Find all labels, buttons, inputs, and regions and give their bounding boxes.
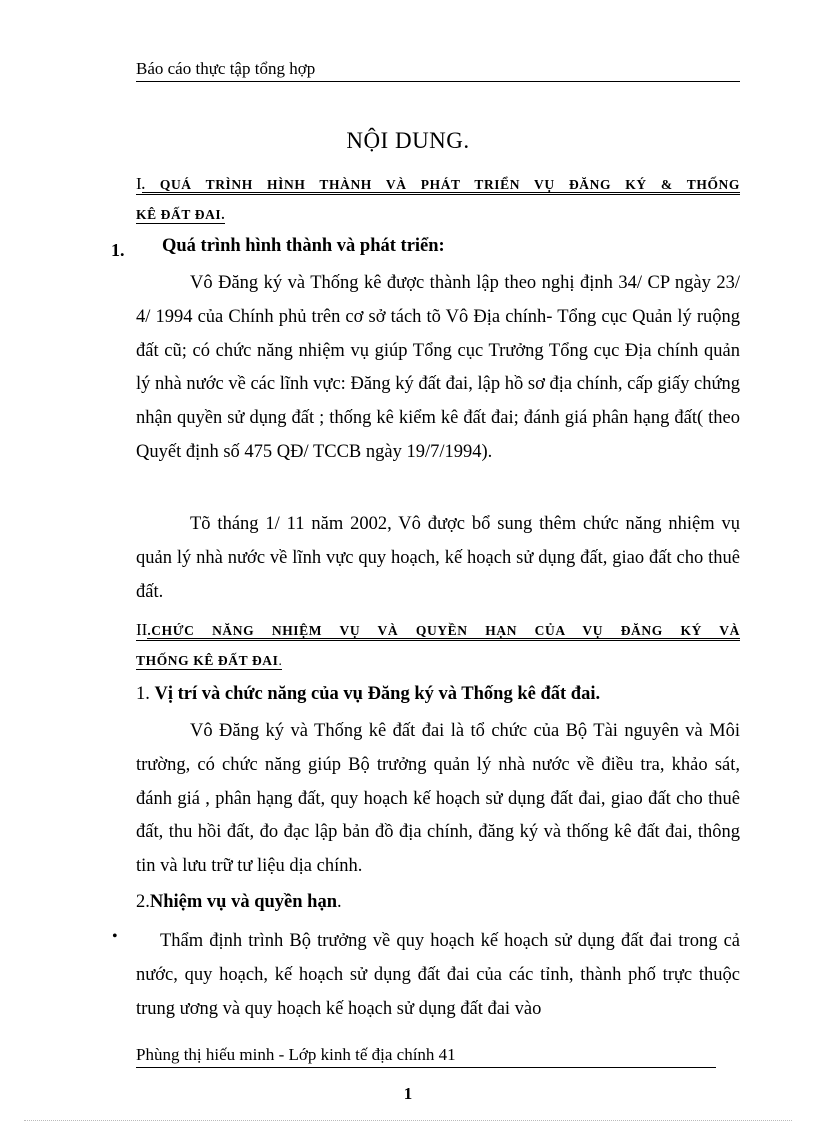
subsection-1-number: 1. <box>111 240 125 260</box>
section-2-line1: .CHỨC NĂNG NHIỆM VỤ VÀ QUYỀN HẠN CỦA VỤ ĐĂNG KÝ VÀ <box>147 623 740 638</box>
subsection-3-heading <box>136 892 342 913</box>
section-1-rule <box>136 194 740 195</box>
running-header: Báo cáo thực tập tổng hợp <box>136 58 740 82</box>
subsection-2-heading <box>136 684 600 705</box>
section-2-numeral: II <box>136 620 148 639</box>
section-1-heading <box>136 174 740 194</box>
page-number: 1 <box>403 1084 413 1103</box>
section-1-line1: . QUÁ TRÌNH HÌNH THÀNH VÀ PHÁT TRIỂN VỤ ĐĂNG KÝ & THỐNG <box>141 177 740 192</box>
section-2-rule <box>136 640 740 641</box>
section-2-line2-tail: . <box>278 653 283 668</box>
section-2-heading <box>136 620 740 640</box>
subsection-3-title: Nhiệm vụ và quyền hạn <box>149 892 337 912</box>
paragraph-3: Vô Đăng ký và Thống kê đất đai là tổ chức của Bộ Tài nguyên và Môi trường, có chức năng giúp Bộ trưởng quản lý nhà nước về điều tra, khảo sát, đánh giá , phân hạng đất, quy hoạch kế hoạch sử dụng đất đai, giao đất cho thuê đất, thu hồi đất, đo đạc lập bản đồ địa chính, đăng ký và thống kê đất đai, thông tin và lưu trữ tư liệu dịa chính. <box>136 721 740 877</box>
section-1-line2: KÊ ĐẤT ĐAI. <box>136 207 226 222</box>
paragraph-4: Thẩm định trình Bộ trưởng về quy hoạch kế hoạch sử dụng đất đai trong cả nước, quy hoạch, kế hoạch sử dụng đất đai của các tỉnh, thành phố trực thuộc trung ương và quy hoạch kế hoạch sử dụng đất đai vào <box>136 931 740 1019</box>
subsection-3-tail: . <box>336 892 342 912</box>
running-footer: Phùng thị hiếu minh - Lớp kinh tế địa chính 41 <box>136 1044 716 1068</box>
subsection-1-heading: Quá trình hình thành và phát triển: <box>162 236 445 256</box>
paragraph-2: Tõ tháng 1/ 11 năm 2002, Vô được bổ sung thêm chức năng nhiệm vụ quản lý nhà nước về lĩnh vực quy hoạch, kế hoạch sử dụng đất, giao đất cho thuê đất. <box>136 514 740 602</box>
subsection-3-number: 2. <box>136 892 150 912</box>
section-2-line2-text: THỐNG KÊ ĐẤT ĐAI <box>136 653 279 668</box>
section-1-numeral: I <box>136 174 142 193</box>
page-title: NỘI DUNG. <box>346 128 470 153</box>
page-edge-divider <box>24 1120 792 1121</box>
paragraph-1: Vô Đăng ký và Thống kê được thành lập theo nghị định 34/ CP ngày 23/ 4/ 1994 của Chính phủ trên cơ sở tách tõ Vô Địa chính- Tổng cục Quản lý ruộng đất cũ; có chức năng nhiệm vụ giúp Tổng cục Trưởng Tổng cục Địa chính quản lý nhà nước về các lĩnh vực: Đăng ký đất đai, lập hồ sơ địa chính, cấp giấy chứng nhận quyền sử dụng đất ; thống kê kiểm kê đất đai; đánh giá phân hạng đất( theo Quyết định số 475 QĐ/ TCCB ngày 19/7/1994). <box>136 273 740 462</box>
subsection-2-number: 1. <box>136 684 155 704</box>
bullet-icon: • <box>112 928 118 945</box>
subsection-2-title: Vị trí và chức năng của vụ Đăng ký và Thống kê đất đai. <box>154 684 601 704</box>
section-2-line2 <box>136 653 282 670</box>
